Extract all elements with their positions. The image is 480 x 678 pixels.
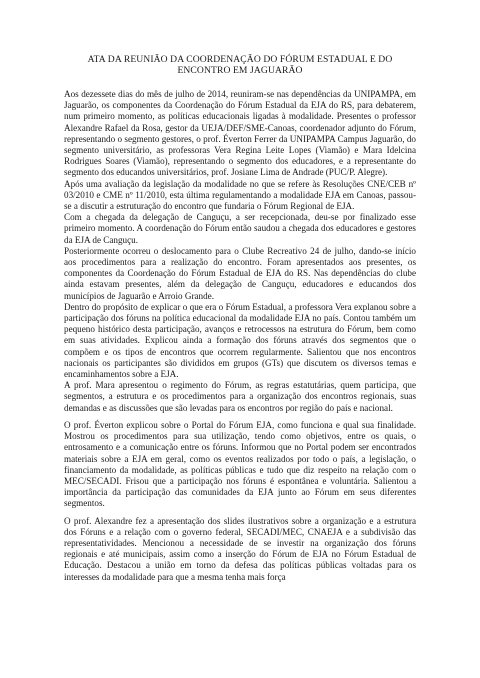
document-title bbox=[80, 54, 400, 76]
paragraph-cangucu-arrival: Com a chegada da delegação de Canguçu, a ser recepcionada, deu-se por finalizado esse primeiro momento. A coordenação do Fórum então saudou a chegada dos educadores e gestores da EJA de Canguçu. bbox=[64, 212, 416, 245]
document-body bbox=[64, 89, 416, 583]
paragraph-meeting-attendance: Aos dezessete dias do mês de julho de 2014, reuniram-se nas dependências da UNIPAMPA, em Jaguarão, os componentes da Coordenação do Fórum Estadual da EJA do RS, para debaterem, num primeiro momento, as políticas educacionais ligadas à modalidade. Presentes o professor Alexandre Rafael da Rosa, gestor da UEJA/DEF/SME-Canoas, coordenador adjunto do Fórum, representando o segmento gestores, o prof. Éverton Ferrer da UNIPAMPA Campus Jaguarão, do segmento universitário, as professoras Vera Regina Leite Lopes (Viamão) e Mara Idelcina Rodrigues Soares (Viamão), representando o segmento dos educadores, e a representante do segmento dos educandos universitários, prof. Josiane Lima de Andrade (PUC/P. Alegre). bbox=[64, 89, 416, 178]
paragraph-club-meeting: Posteriormente ocorreu o deslocamento para o Clube Recreativo 24 de julho, dando-se início aos procedimentos para a realização do encontro. Foram apresentados aos presentes, os componentes da Coordenação do Fórum Estadual de EJA do RS. Nas dependências do clube ainda estavam presentes, além da delegação de Canguçu, educadores e educandos dos municípios de Jaguarão e Arroio Grande. bbox=[64, 245, 416, 301]
paragraph-prof-vera: Dentro do propósito de explicar o que era o Fórum Estadual, a professora Vera explanou sobre a participação dos fóruns na política educacional da modalidade EJA no país. Contou também um pequeno histórico desta participação, avanços e retrocessos na estrutura do Fórum, bem como em suas atividades. Explicou ainda a formação dos fóruns através dos segmentos que o compõem e os tipos de encontros que ocorrem regularmente. Salientou que nos encontros nacionais os participantes são divididos em grupos (GTs) que discutem os diversos temas e encaminhamentos sobre a EJA. bbox=[64, 301, 416, 380]
paragraph-prof-alexandre: O prof. Alexandre fez a apresentação dos slides ilustrativos sobre a organização e a estrutura dos Fóruns e a relação com o governo federal, SECADI/MEC, CNAEJA e a subdivisão das representatividades. Mencionou a necessidade de se investir na organização dos fóruns regionais e até municipais, assim como a inserção do Fórum de EJA no Fórum Estadual de Educação. Destacou a união em torno da defesa das políticas públicas voltadas para os interesses da modalidade para que a mesma tenha mais força bbox=[64, 515, 416, 582]
paragraph-prof-everton: O prof. Éverton explicou sobre o Portal do Fórum EJA, como funciona e qual sua finalidade. Mostrou os procedimentos para sua utilização, tendo como objetivos, entre os quais, o entrosamento e a comunicação entre os fóruns. Informou que no Portal podem ser encontrados materiais sobre a EJA em geral, como os eventos realizados por todo o país, a legislação, o financiamento da modalidade, as políticas públicas e tudo que diz respeito na relação com o MEC/SECADI. Frisou que a participação nos fóruns é espontânea e voluntária. Salientou a importância da participação das comunidades da EJA junto ao Fórum em seus diferentes segmentos. bbox=[64, 419, 416, 509]
title-line-2: ENCONTRO EM JAGUARÃO bbox=[177, 65, 303, 76]
title-line-1: ATA DA REUNIÃO DA COORDENAÇÃO DO FÓRUM ESTADUAL E DO bbox=[87, 54, 393, 65]
paragraph-prof-mara: A prof. Mara apresentou o regimento do Fórum, as regras estatutárias, quem participa, que segmentos, a estrutura e os procedimentos para a organização dos encontros regionais, suas demandas e as discussões que são levadas para os encontros por região do país e nacional. bbox=[64, 380, 416, 413]
paragraph-legislation: Após uma avaliação da legislação da modalidade no que se refere às Resoluções CNE/CEB nº 03/2010 e CME nº 11/2010, esta última regulamentando a modalidade EJA em Canoas, passou-se a discutir a estruturação do encontro que fundaria o Fórum Regional de EJA. bbox=[64, 178, 416, 212]
